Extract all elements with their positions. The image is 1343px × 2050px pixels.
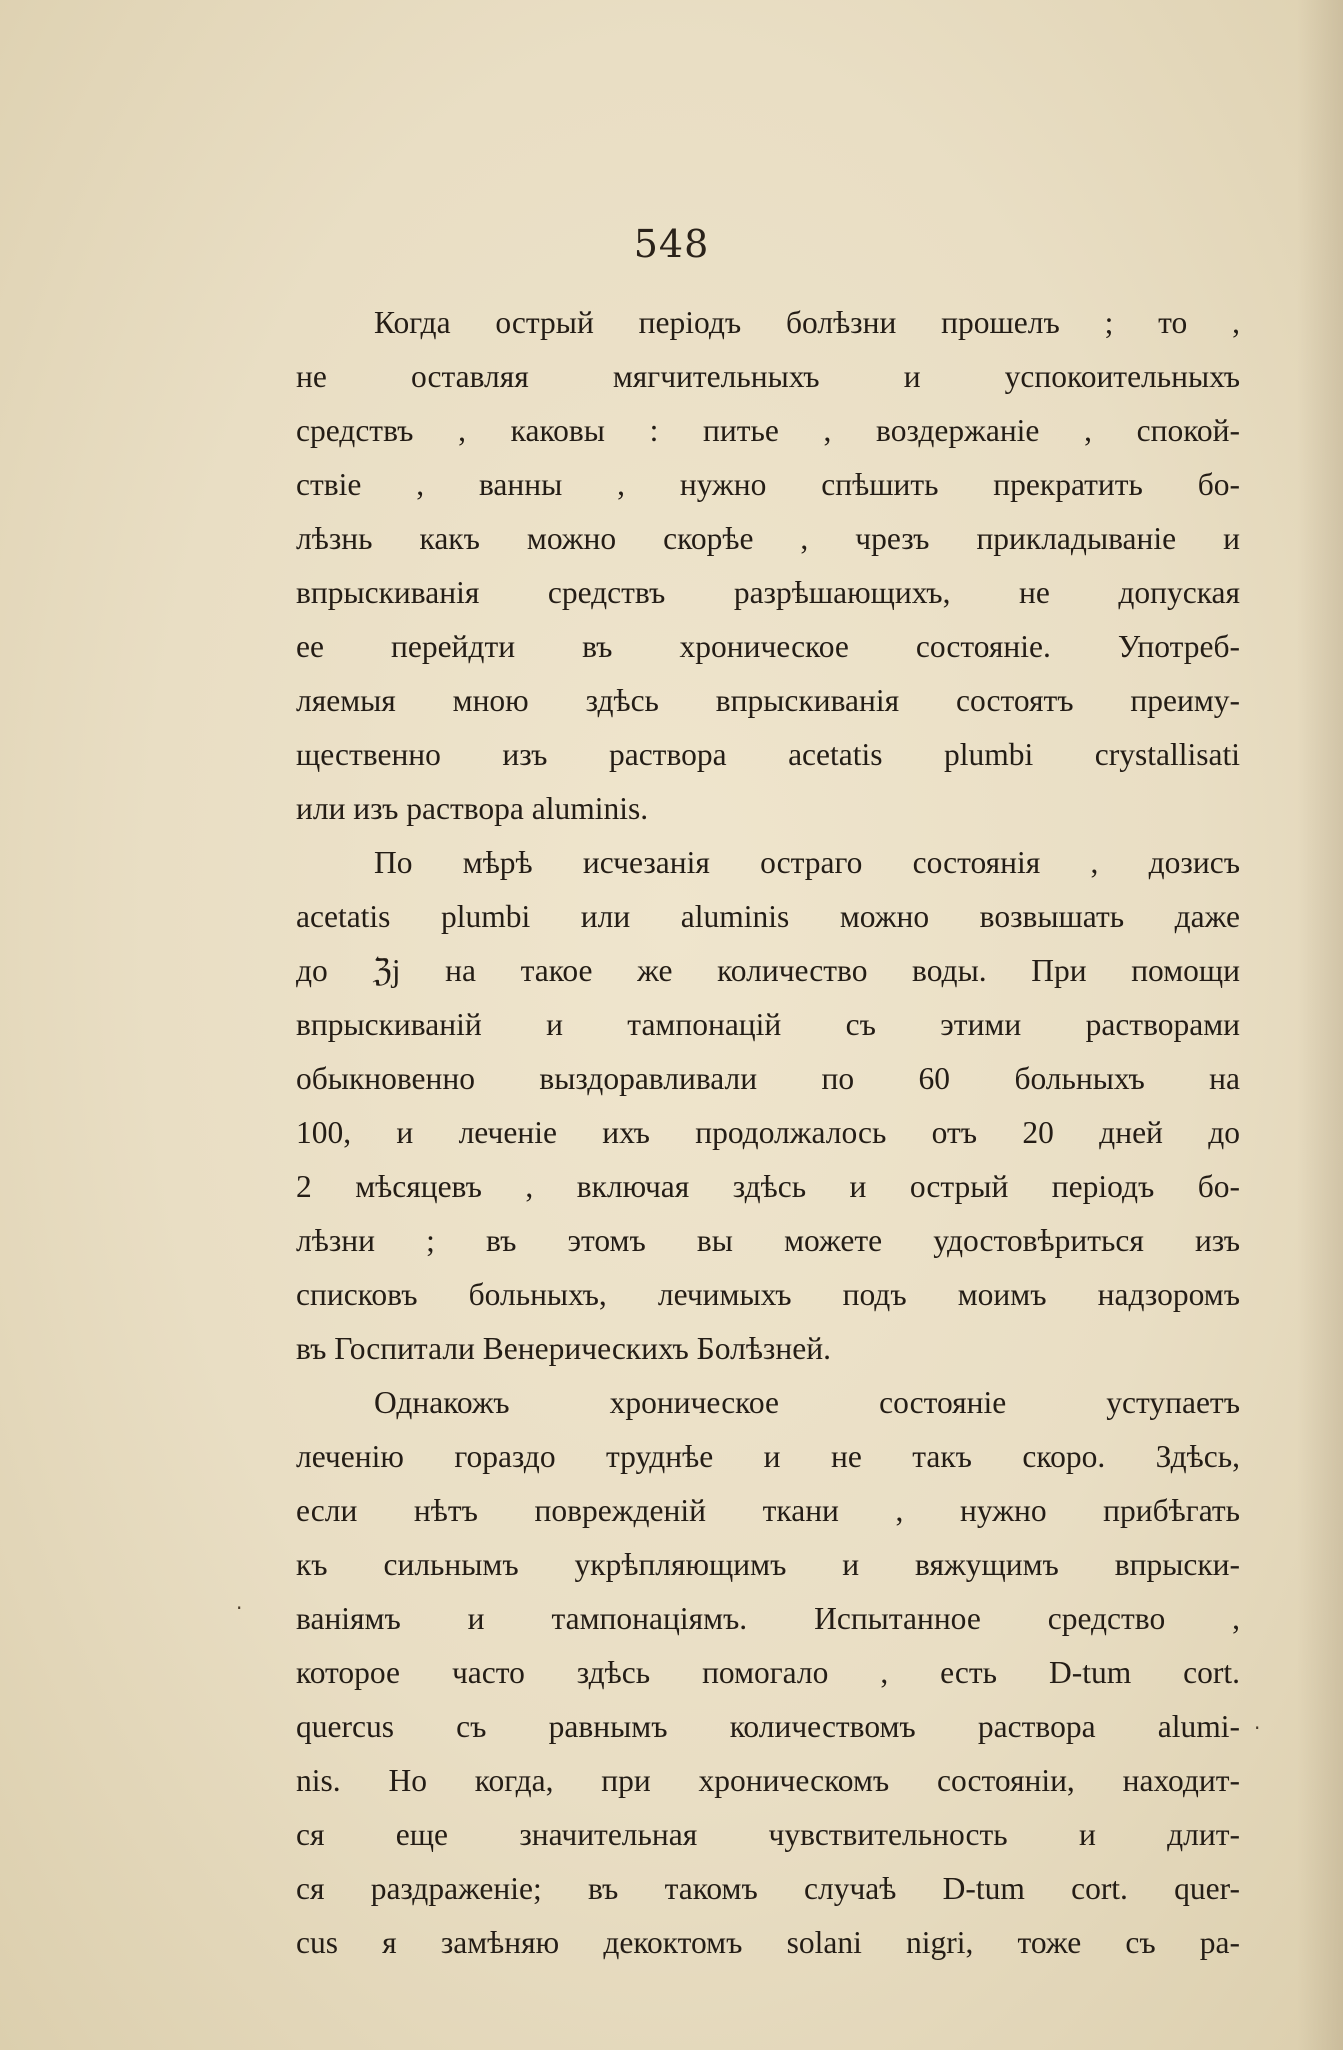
text-line: до ℨj на такое же количество воды. При помощи [296,953,1240,988]
text-line: впрыскиваній и тампонацій съ этими растворами [296,1007,1240,1042]
text-line: ляемыя мною здѣсь впрыскиванія состоятъ преиму- [296,683,1240,718]
text-line: ее перейдти въ хроническое состояніе. Употреб- [296,629,1240,664]
text-line: обыкновенно выздоравливали по 60 больныхъ на [296,1061,1240,1096]
margin-dot-mark: · [1254,1716,1261,1740]
text-line: Однакожъ хроническое состояніе уступаетъ [374,1385,1240,1420]
body-text [296,296,1240,1970]
paragraph-3 [296,1376,1240,1970]
paragraph-1 [296,296,1240,836]
text-line: если нѣтъ поврежденій ткани , нужно прибѣгать [296,1493,1240,1528]
margin-dot-mark: · [236,1596,243,1620]
paragraph-2 [296,836,1240,1376]
text-line: средствъ , каковы : питье , воздержаніе , спокой- [296,413,1240,448]
text-line: лѣзни ; въ этомъ вы можете удостовѣриться изъ [296,1223,1240,1258]
text-line: acetatis plumbi или aluminis можно возвышать даже [296,899,1240,934]
text-line: въ Госпитали Венерическихъ Болѣзней. [296,1331,831,1366]
text-line: 2 мѣсяцевъ , включая здѣсь и острый періодъ бо- [296,1169,1240,1204]
text-line: nis. Но когда, при хроническомъ состояніи, находит- [296,1763,1240,1798]
text-line: ваніямъ и тампонаціямъ. Испытанное средство , [296,1601,1240,1636]
page-number: 548 [633,222,710,266]
text-line: Когда острый періодъ болѣзни прошелъ ; то , [374,305,1240,340]
text-line: ся еще значительная чувствительность и длит- [296,1817,1240,1852]
text-line: впрыскиванія средствъ разрѣшающихъ, не допуская [296,575,1240,610]
text-line: По мѣрѣ исчезанія остраго состоянія , дозисъ [374,845,1240,880]
text-line: леченію гораздо труднѣе и не такъ скоро. Здѣсь, [296,1439,1240,1474]
text-line: списковъ больныхъ, лечимыхъ подъ моимъ надзоромъ [296,1277,1240,1312]
text-line: quercus съ равнымъ количествомъ раствора alumi- [296,1709,1240,1744]
text-line: щественно изъ раствора acetatis plumbi crystallisati [296,737,1240,772]
text-line: къ сильнымъ укрѣпляющимъ и вяжущимъ впрыски- [296,1547,1240,1582]
text-line: или изъ раствора aluminis. [296,791,649,826]
page-edge-shadow [1297,0,1343,2050]
text-line: не оставляя мягчительныхъ и успокоительныхъ [296,359,1240,394]
text-line: cus я замѣняю декоктомъ solani nigri, тоже съ ра- [296,1925,1240,1960]
text-line: ствіе , ванны , нужно спѣшить прекратить бо- [296,467,1240,502]
text-line: 100, и леченіе ихъ продолжалось отъ 20 дней до [296,1115,1240,1150]
text-line: которое часто здѣсь помогало , есть D-tum cort. [296,1655,1240,1690]
text-line: лѣзнь какъ можно скорѣе , чрезъ прикладываніе и [296,521,1240,556]
text-line: ся раздраженіе; въ такомъ случаѣ D-tum cort. quer- [296,1871,1240,1906]
